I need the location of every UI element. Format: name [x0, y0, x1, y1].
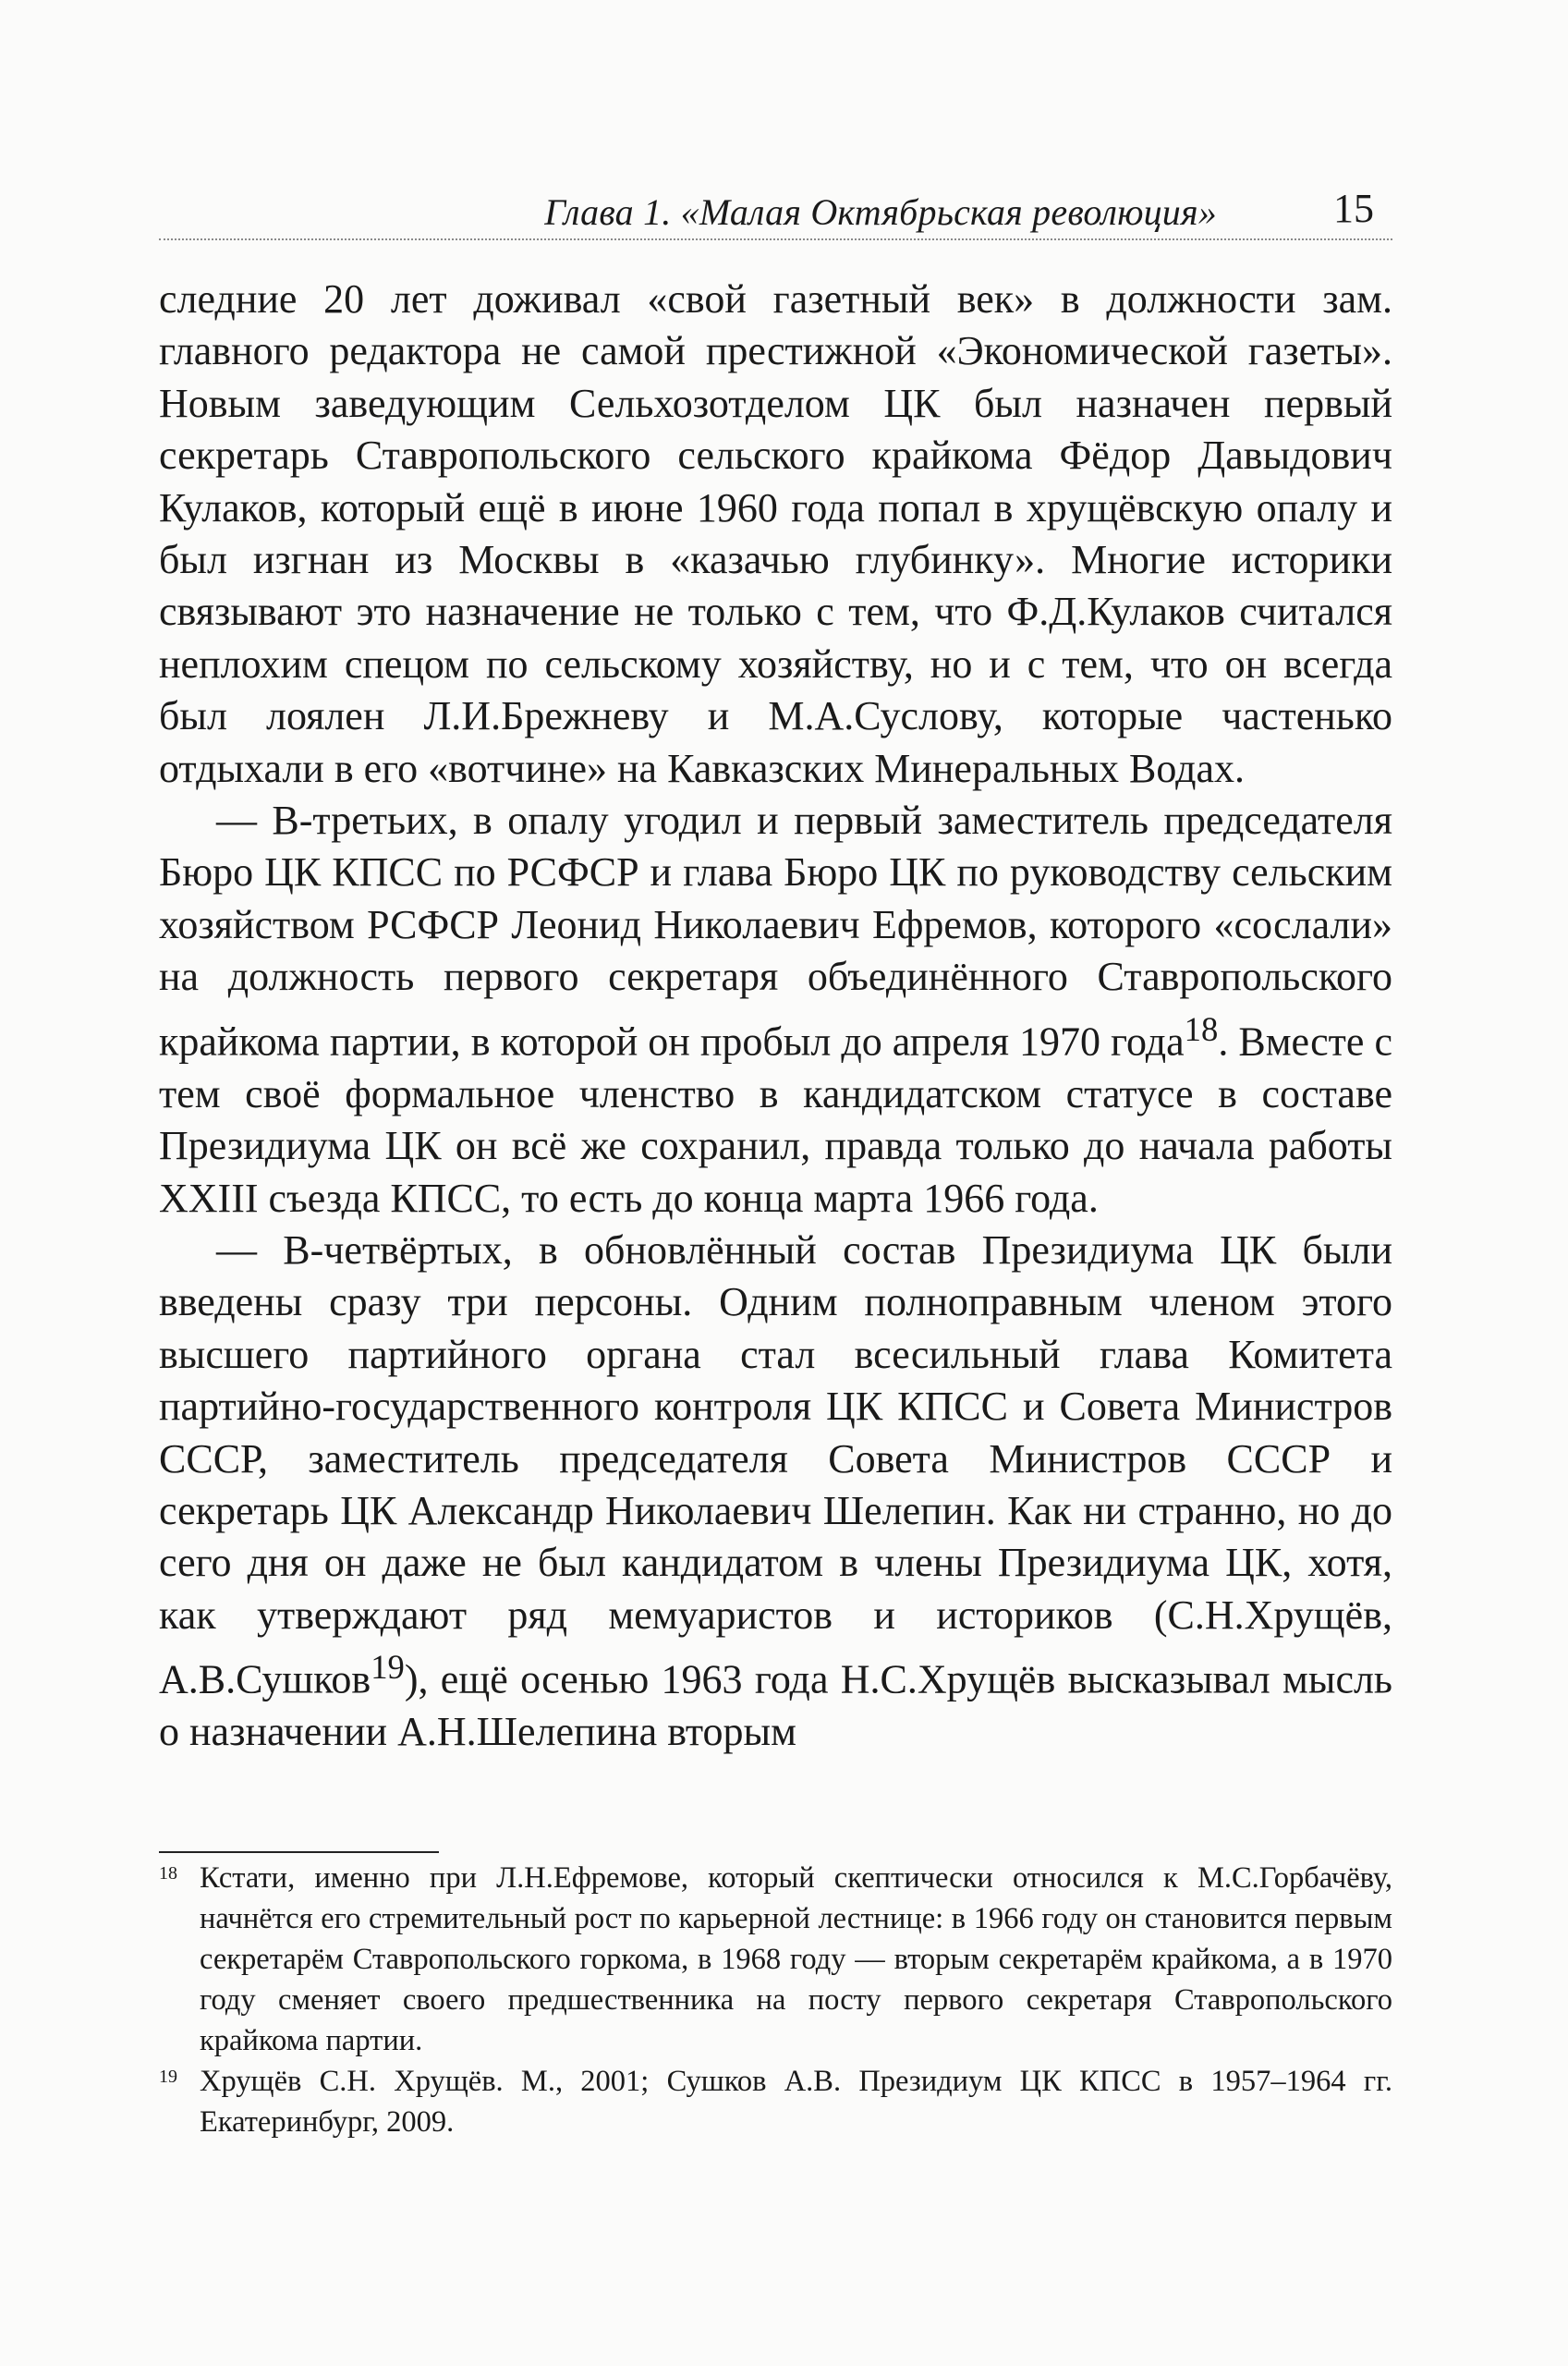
page-number: 15 — [1333, 186, 1374, 231]
footnote-number: 18 — [159, 1863, 177, 1884]
footnote-number: 19 — [159, 2067, 177, 2087]
main-text — [159, 274, 1392, 1845]
book-page — [159, 0, 1392, 2366]
paragraph-1 — [159, 274, 1392, 795]
footnote-text: Хрущёв С.Н. Хрущёв. М., 2001; Сушков А.В. Президиум ЦК КПСС в 1957–1964 гг. Екатеринбург, 2009. — [200, 2065, 1392, 2139]
footnotes — [159, 1858, 1392, 2142]
paragraph-2 — [159, 795, 1392, 1225]
footnote-19 — [159, 2061, 1392, 2142]
footnote-ref-18[interactable]: 18 — [1184, 1009, 1219, 1048]
footnote-divider — [159, 1851, 439, 1853]
footnote-ref-19[interactable]: 19 — [371, 1648, 405, 1687]
chapter-title: Глава 1. «Малая Октябрьская революция» — [544, 191, 1217, 233]
running-header — [159, 183, 1392, 242]
paragraph-1-text: следние 20 лет доживал «свой газетный век» в должности зам. главного редактора не самой престижной «Экономической газеты». Новым заведующим Сельхозотделом ЦК был назначен первый секретарь Ставропольского сельского крайкома Фёдор Давыдович Кулаков, который ещё в июне 1960 года попал в хрущёвскую опалу и был изгнан из Москвы в «казачью глубинку». Многие историки связывают это назначение не только с тем, что Ф.Д.Кулаков считался неплохим спецом по сельскому хозяйству, но и с тем, что он всегда был лоялен Л.И.Брежневу и М.А.Суслову, которые частенько отдыхали в его «вотчине» на Кавказских Минеральных Водах. — [159, 276, 1392, 791]
paragraph-3-text-a: — В-четвёртых, в обновлённый состав Президиума ЦК были введены сразу три персоны. Одним полноправным членом этого высшего партийного органа стал всесильный глава Комитета партийно-государственного контроля ЦК КПСС и Совета Министров СССР, заместитель председателя Совета Министров СССР и секретарь ЦК Александр Николаевич Шелепин. Как ни странно, но до сего дня он даже не был кандидатом в члены Президиума ЦК, хотя, как утверждают ряд мемуаристов и историков (С.Н.Хрущёв, А.В.Сушков — [159, 1226, 1392, 1702]
paragraph-3-text-b: ), ещё осенью 1963 года Н.С.Хрущёв высказывал мысль о назначении А.Н.Шелепина вторым — [159, 1656, 1392, 1755]
footnote-18 — [159, 1858, 1392, 2061]
header-divider — [159, 238, 1392, 240]
footnote-text: Кстати, именно при Л.Н.Ефремове, который скептически относился к М.С.Горбачёву, начнётся его стремительный рост по карьерной лестнице: в 1966 году он становится первым секретарём Ставропольского горкома, в 1968 году — вторым секретарём крайкома, а в 1970 году сменяет своего предшественника на посту первого секретаря Ставропольского крайкома партии. — [200, 1861, 1392, 2057]
paragraph-3 — [159, 1225, 1392, 1759]
paragraph-2-text-a: — В-третьих, в опалу угодил и первый заместитель председателя Бюро ЦК КПСС по РСФСР и глава Бюро ЦК по руководству сельским хозяйством РСФСР Леонид Николаевич Ефремов, которого «сослали» на должность первого секретаря объединённого Ставропольского крайкома партии, в которой он пробыл до апреля 1970 года — [159, 798, 1392, 1065]
paragraph-2-text-b: . Вместе с тем своё формальное членство в кандидатском статусе в составе Президиума ЦК он всё же сохранил, правда только до начала работы XXIII съезда КПСС, то есть до конца марта 1966 года. — [159, 1018, 1392, 1221]
